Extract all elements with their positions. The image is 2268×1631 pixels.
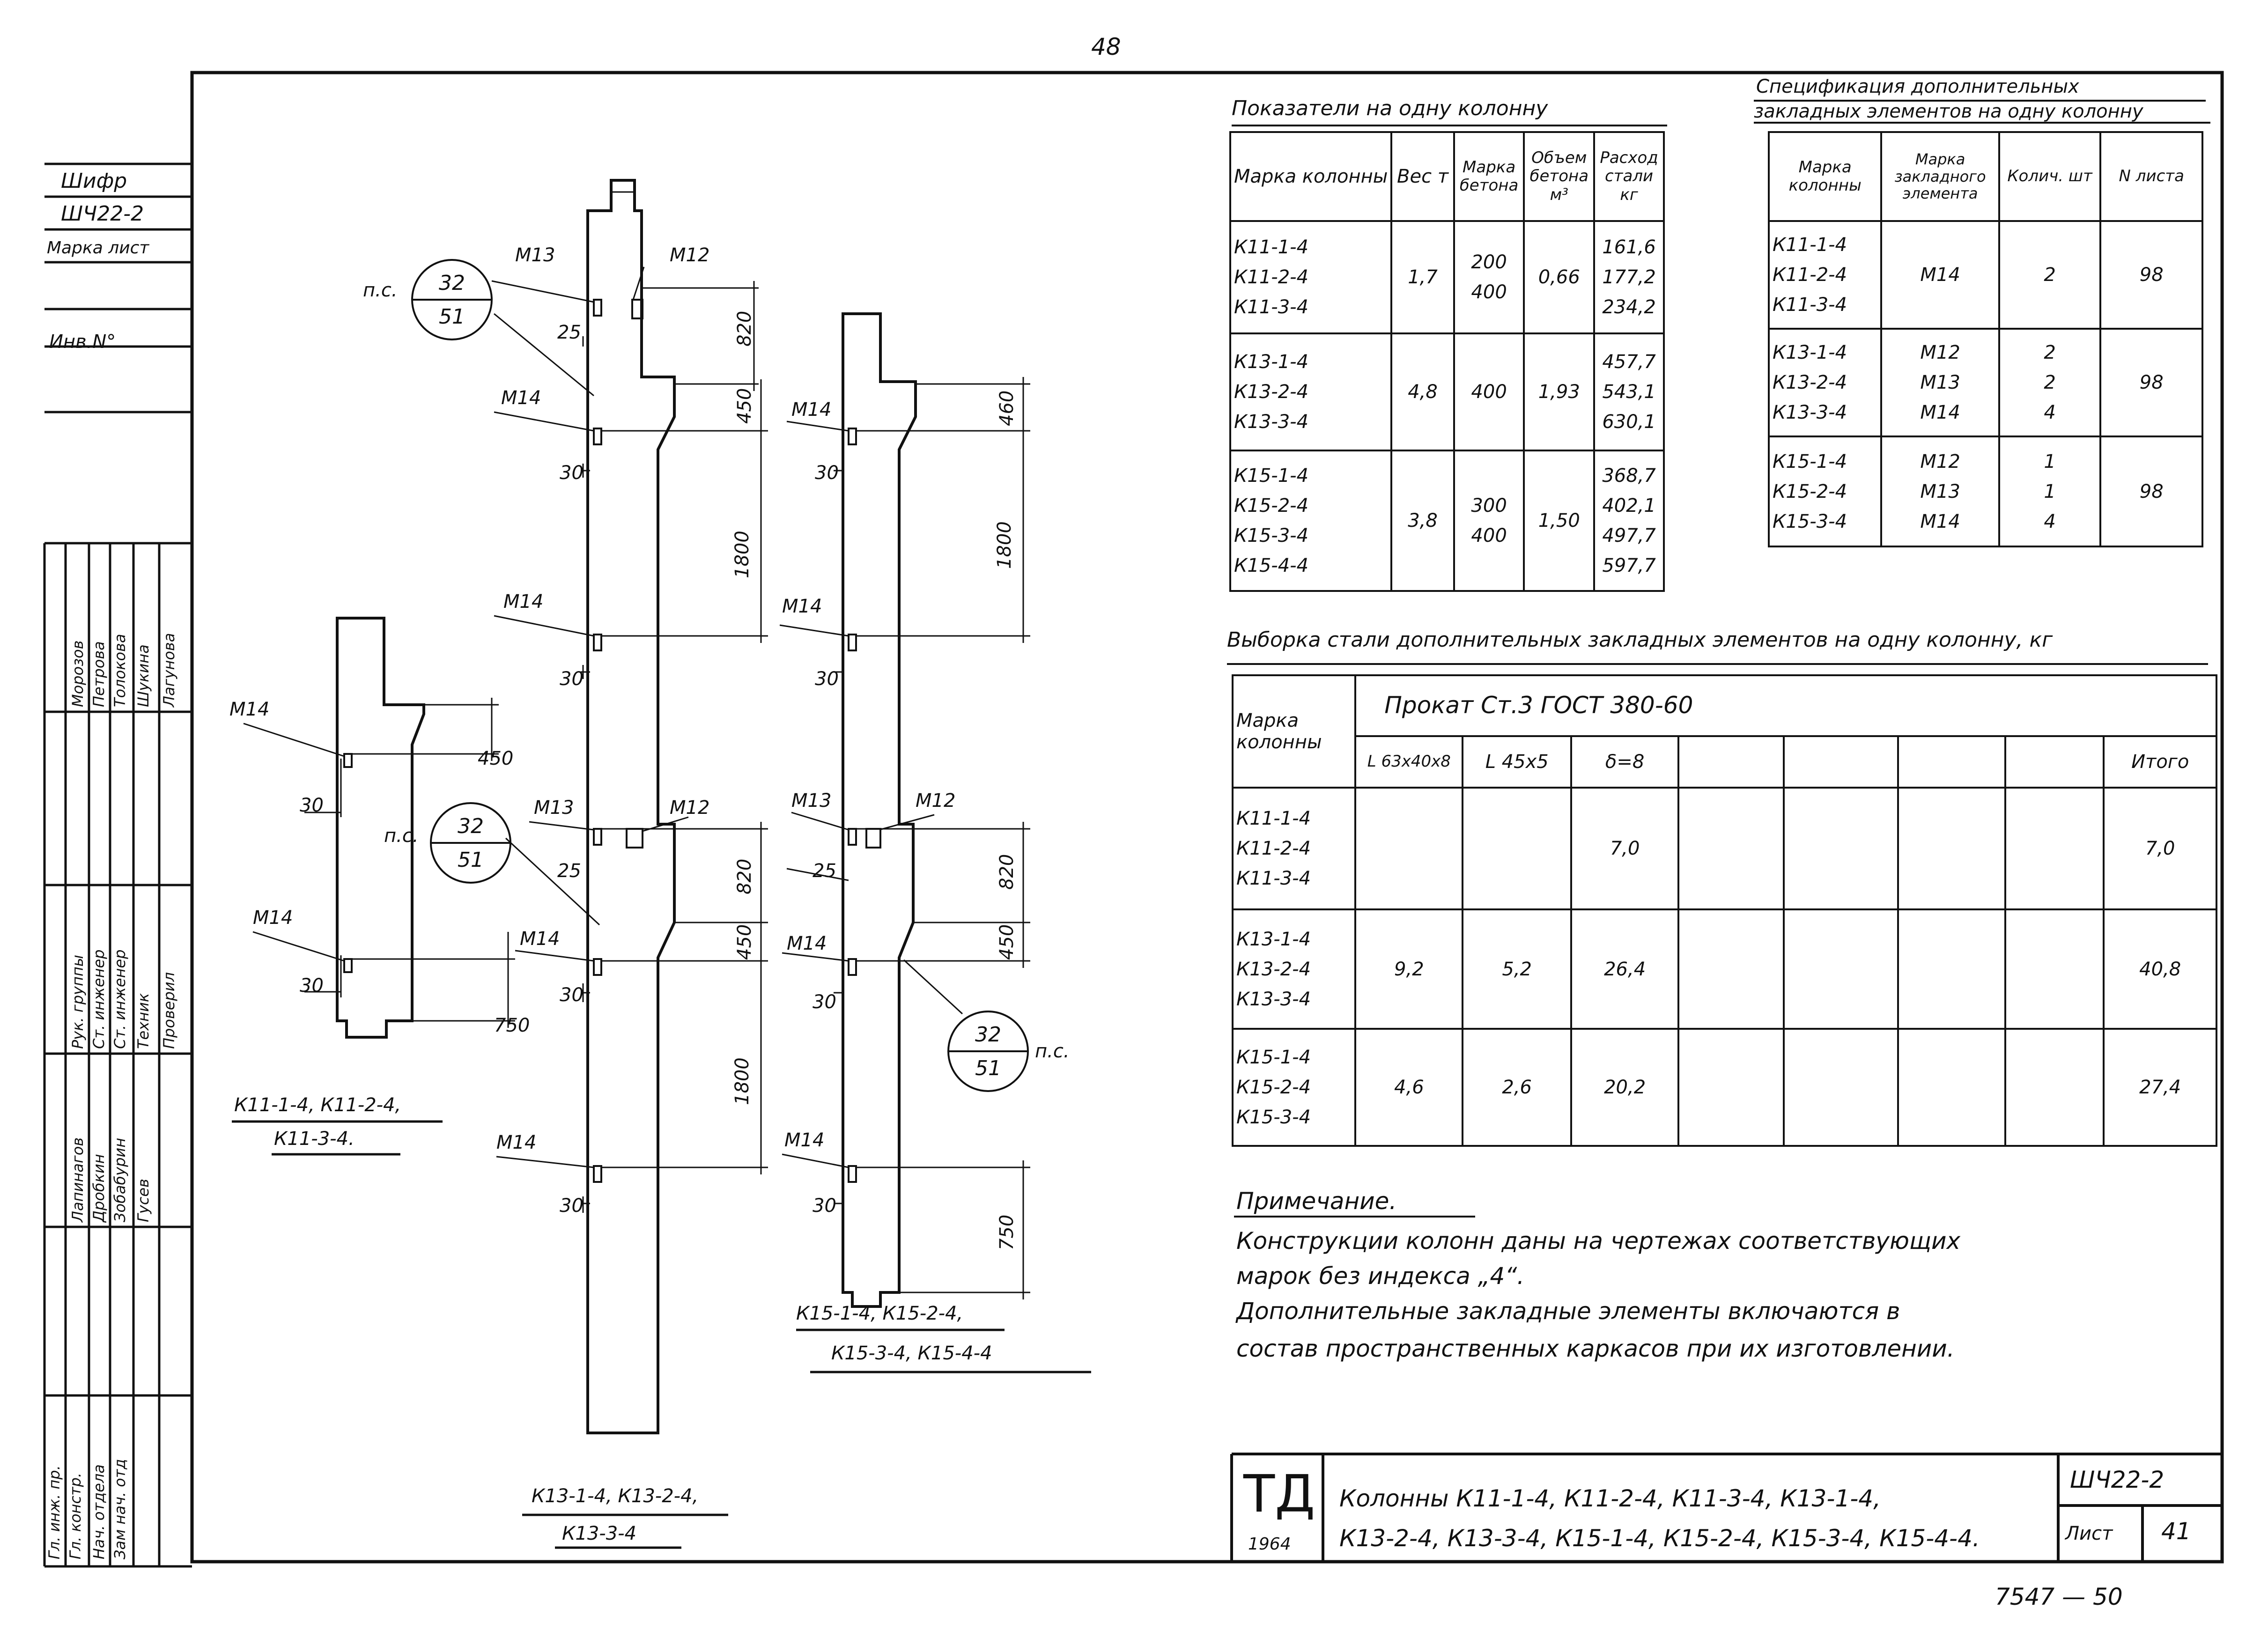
footer-number: 7547 — 50 — [1995, 1583, 2123, 1610]
mark-k13-2: К13-2-4 — [1236, 958, 1311, 980]
mark-sheet-label: Марка лист — [47, 238, 149, 258]
label-m14: М14 — [496, 1132, 537, 1153]
element-cell: М14 — [1881, 221, 1999, 329]
volume-cell: 1,93 — [1524, 333, 1594, 450]
value-cell — [1355, 788, 1463, 909]
staff-name-left-1: Дробкин — [90, 1154, 108, 1222]
mark-k13-3: К13-3-4 — [1236, 988, 1311, 1010]
weight-cell: 4,8 — [1391, 333, 1454, 450]
value-cell: 5,2 — [1463, 909, 1571, 1029]
steel-value: 630,1 — [1602, 411, 1656, 433]
mark-k15-1: К15-1-4 — [1773, 450, 1847, 472]
col-header-concrete: Марка бетона — [1454, 132, 1524, 221]
empty-cell — [2005, 1029, 2104, 1146]
col-header-sub-7 — [2005, 736, 2104, 788]
count-cell — [1999, 329, 2101, 436]
steel-value: 457,7 — [1602, 351, 1656, 373]
label-m14: М14 — [229, 699, 270, 720]
weight-cell: 3,8 — [1391, 450, 1454, 591]
mark-k11-2: К11-2-4 — [1773, 264, 1847, 286]
steel-value: 543,1 — [1602, 381, 1656, 403]
dim-450: 450 — [996, 924, 1018, 960]
label-m14: М14 — [784, 1129, 825, 1151]
spec-table — [1768, 131, 2203, 547]
label-m13: М13 — [515, 244, 555, 266]
col-header-total: Итого — [2104, 736, 2216, 788]
steel-title: Выборка стали дополнительных закладных элементов на одну колонну, кг — [1227, 628, 2053, 652]
col-header-element: Марка закладного элемента — [1881, 132, 1999, 221]
section-circle-bottom: 51 — [439, 305, 465, 329]
count-value: 4 — [2044, 510, 2056, 532]
element-value: М13 — [1920, 372, 1960, 393]
element-value: М14 — [1920, 510, 1960, 532]
label-m14: М14 — [501, 387, 541, 409]
value-cell — [1463, 788, 1571, 909]
mark-k11-1: К11-1-4 — [1234, 236, 1309, 258]
mark-k13-1: К13-1-4 — [1236, 928, 1311, 950]
empty-cell — [1898, 788, 2005, 909]
label-d25: 25 — [557, 322, 581, 343]
label-m14: М14 — [253, 907, 293, 929]
sheet-label: Лист — [2065, 1523, 2113, 1544]
marks-cell — [1233, 1029, 1355, 1146]
empty-cell — [2005, 909, 2104, 1029]
marks-cell — [1230, 450, 1391, 591]
cipher-label: Шифр — [61, 169, 127, 193]
k13-caption-line2: К13-3-4 — [562, 1523, 637, 1544]
concrete-value: 400 — [1471, 281, 1507, 303]
empty-cell — [1898, 909, 2005, 1029]
label-d30: 30 — [815, 668, 839, 690]
k15-caption-line1: К15-1-4, К15-2-4, — [796, 1303, 963, 1324]
element-value: М12 — [1920, 342, 1960, 363]
note-line: Конструкции колонн даны на чертежах соответствующих — [1236, 1227, 1961, 1255]
marks-cell — [1769, 329, 1881, 436]
staff-position-0: Гл. инж. пр. — [45, 1465, 63, 1559]
col-header-steel: Расход стали кг — [1594, 132, 1664, 221]
page-number: 48 — [1091, 33, 1121, 60]
element-value: М13 — [1920, 480, 1960, 502]
count-cell — [1999, 436, 2101, 546]
concrete-cell — [1454, 221, 1524, 333]
value-cell: 7,0 — [1571, 788, 1678, 909]
label-d30: 30 — [560, 668, 584, 690]
label-m14: М14 — [782, 596, 822, 617]
count-value: 2 — [2044, 342, 2056, 363]
col-header-sub-2: L 45x5 — [1463, 736, 1571, 788]
section-circle-bottom: 51 — [975, 1056, 1001, 1080]
label-d30: 30 — [560, 1195, 584, 1217]
mark-k11-3: К11-3-4 — [1773, 294, 1847, 316]
element-value: М14 — [1920, 402, 1960, 423]
mark-k13-2: К13-2-4 — [1773, 372, 1847, 393]
steel-cell — [1594, 450, 1664, 591]
staff-name-right-4: Лагунова — [160, 633, 178, 707]
col-header-volume: Объем бетона м³ — [1524, 132, 1594, 221]
k15-caption-line2: К15-3-4, К15-4-4 — [831, 1343, 992, 1364]
cipher-value: ШЧ22-2 — [61, 202, 144, 226]
steel-table — [1232, 674, 2217, 1147]
label-m14: М14 — [787, 933, 827, 954]
col-header-sub-3: δ=8 — [1571, 736, 1678, 788]
col-header-sub-6 — [1898, 736, 2005, 788]
title-code: ШЧ22-2 — [2070, 1466, 2165, 1493]
staff-name-right-3: Шукина — [134, 644, 152, 707]
marks-cell — [1230, 221, 1391, 333]
staff-position-1: Гл. констр. — [66, 1472, 84, 1559]
weight-cell: 1,7 — [1391, 221, 1454, 333]
marks-cell — [1233, 909, 1355, 1029]
empty-cell — [1898, 1029, 2005, 1146]
steel-value: 177,2 — [1602, 266, 1656, 288]
staff-position-2: Нач. отдела — [90, 1464, 108, 1559]
dim-820: 820 — [996, 854, 1018, 890]
mark-k11-2: К11-2-4 — [1236, 838, 1311, 859]
mark-k15-1: К15-1-4 — [1234, 465, 1309, 487]
td-logo: ТД — [1243, 1464, 1315, 1524]
k13-caption-line1: К13-1-4, К13-2-4, — [532, 1485, 699, 1507]
mark-k11-3: К11-3-4 — [1234, 296, 1309, 318]
concrete-cell: 400 — [1454, 333, 1524, 450]
col-header-count: Колич. шт — [1999, 132, 2101, 221]
staff-name-right-0: Морозов — [69, 640, 87, 707]
marks-cell — [1769, 436, 1881, 546]
staff-name-left-2: Зобабурин — [111, 1137, 129, 1222]
value-cell: 9,2 — [1355, 909, 1463, 1029]
concrete-value: 400 — [1471, 525, 1507, 546]
mark-k15-3: К15-3-4 — [1234, 525, 1309, 546]
note-title: Примечание. — [1236, 1188, 1397, 1215]
mark-k15-3: К15-3-4 — [1773, 510, 1847, 532]
volume-cell: 1,50 — [1524, 450, 1594, 591]
staff-position-4: Рук. группы — [69, 954, 87, 1049]
mark-k13-3: К13-3-4 — [1773, 402, 1847, 423]
label-d30: 30 — [815, 462, 839, 484]
mark-k15-2: К15-2-4 — [1236, 1077, 1311, 1098]
count-value: 1 — [2044, 480, 2056, 502]
total-cell: 27,4 — [2104, 1029, 2216, 1146]
sheet-cell: 98 — [2100, 436, 2202, 546]
mark-k11-1: К11-1-4 — [1236, 808, 1311, 829]
col-header-sub-5 — [1784, 736, 1898, 788]
dim-450: 450 — [478, 748, 514, 769]
staff-position-7: Техник — [134, 993, 152, 1049]
label-ps: п.с. — [384, 825, 419, 847]
sheet-cell: 98 — [2100, 221, 2202, 329]
element-cell — [1881, 329, 1999, 436]
title-description-line1: Колонны К11-1-4, К11-2-4, К11-3-4, К13-1-4, — [1339, 1485, 1881, 1512]
mark-k15-4: К15-4-4 — [1234, 555, 1309, 576]
label-m13: М13 — [791, 790, 832, 812]
col-header-product: Прокат Ст.3 ГОСТ 380-60 — [1355, 675, 2216, 736]
mark-k13-1: К13-1-4 — [1234, 351, 1309, 373]
mark-k15-3: К15-3-4 — [1236, 1107, 1311, 1128]
concrete-value: 200 — [1471, 251, 1507, 273]
label-d30: 30 — [560, 984, 584, 1006]
label-d25: 25 — [813, 860, 836, 882]
marks-cell — [1230, 333, 1391, 450]
spec-title-line2: закладных элементов на одну колонну — [1754, 101, 2143, 122]
dim-750: 750 — [494, 1015, 530, 1036]
dim-1800: 1800 — [731, 531, 753, 578]
col-header-sub-1: L 63x40x8 — [1355, 736, 1463, 788]
indicators-table — [1229, 131, 1665, 592]
label-m14: М14 — [520, 928, 560, 950]
staff-position-3: Зам нач. отд — [111, 1459, 129, 1559]
count-cell: 2 — [1999, 221, 2101, 329]
dim-1800: 1800 — [731, 1057, 753, 1105]
label-ps: п.с. — [363, 280, 398, 301]
label-d30: 30 — [560, 462, 584, 484]
dim-820: 820 — [734, 858, 755, 894]
marks-cell — [1233, 788, 1355, 909]
label-m13: М13 — [534, 797, 574, 819]
mark-k11-3: К11-3-4 — [1236, 868, 1311, 889]
empty-cell — [1784, 1029, 1898, 1146]
mark-k13-3: К13-3-4 — [1234, 411, 1309, 433]
empty-cell — [1678, 1029, 1784, 1146]
k11-caption-line2: К11-3-4. — [274, 1128, 355, 1150]
concrete-value: 300 — [1471, 495, 1507, 517]
label-ps: п.с. — [1035, 1041, 1070, 1062]
label-d30: 30 — [300, 795, 324, 816]
steel-value: 497,7 — [1602, 525, 1656, 546]
label-d30: 30 — [813, 1195, 836, 1217]
dim-450: 450 — [734, 388, 755, 424]
label-d30: 30 — [813, 991, 836, 1013]
steel-value: 234,2 — [1602, 296, 1656, 318]
count-value: 1 — [2044, 450, 2056, 472]
label-m12: М12 — [670, 244, 710, 266]
staff-position-8: Проверил — [160, 972, 178, 1049]
inv-label: Инв.N° — [49, 331, 116, 353]
label-m14: М14 — [791, 399, 832, 421]
staff-name-left-0: Лапинагов — [69, 1137, 87, 1222]
sheet-cell: 98 — [2100, 329, 2202, 436]
label-d25: 25 — [557, 860, 581, 882]
mark-k15-2: К15-2-4 — [1234, 495, 1309, 517]
col-header-mark: Марка колонны — [1769, 132, 1881, 221]
label-m14: М14 — [503, 591, 544, 613]
marks-cell — [1769, 221, 1881, 329]
section-circle-top: 32 — [458, 814, 484, 838]
concrete-cell — [1454, 450, 1524, 591]
steel-value: 402,1 — [1602, 495, 1656, 517]
element-cell — [1881, 436, 1999, 546]
mark-k13-2: К13-2-4 — [1234, 381, 1309, 403]
dim-450: 450 — [734, 924, 755, 960]
dim-750: 750 — [996, 1214, 1018, 1250]
steel-cell — [1594, 333, 1664, 450]
value-cell: 20,2 — [1571, 1029, 1678, 1146]
note-line: марок без индекса „4“. — [1236, 1262, 1525, 1290]
dim-460: 460 — [996, 390, 1018, 426]
count-value: 2 — [2044, 372, 2056, 393]
staff-name-left-3: Гусев — [134, 1179, 152, 1222]
steel-value: 161,6 — [1602, 236, 1656, 258]
col-header-sub-4 — [1678, 736, 1784, 788]
total-cell: 40,8 — [2104, 909, 2216, 1029]
indicators-title: Показатели на одну колонну — [1232, 96, 1548, 120]
mark-k15-1: К15-1-4 — [1236, 1047, 1311, 1068]
mark-k11-1: К11-1-4 — [1773, 234, 1847, 256]
title-year: 1964 — [1248, 1535, 1291, 1554]
dim-820: 820 — [734, 310, 755, 347]
label-m12: М12 — [670, 797, 710, 819]
k11-caption-line1: К11-1-4, К11-2-4, — [234, 1094, 401, 1116]
empty-cell — [1678, 788, 1784, 909]
value-cell: 2,6 — [1463, 1029, 1571, 1146]
label-m12: М12 — [916, 790, 956, 812]
col-header-sheet: N листа — [2100, 132, 2202, 221]
empty-cell — [1678, 909, 1784, 1029]
label-d30: 30 — [300, 975, 324, 996]
staff-name-right-2: Толокова — [111, 634, 129, 707]
steel-cell — [1594, 221, 1664, 333]
spec-title-line1: Спецификация дополнительных — [1756, 76, 2079, 97]
steel-value: 368,7 — [1602, 465, 1656, 487]
section-circle-bottom: 51 — [458, 848, 484, 872]
volume-cell: 0,66 — [1524, 221, 1594, 333]
value-cell: 26,4 — [1571, 909, 1678, 1029]
empty-cell — [1784, 788, 1898, 909]
section-circle-top: 32 — [975, 1023, 1001, 1047]
empty-cell — [2005, 788, 2104, 909]
steel-value: 597,7 — [1602, 555, 1656, 576]
total-cell: 7,0 — [2104, 788, 2216, 909]
mark-k15-2: К15-2-4 — [1773, 480, 1847, 502]
staff-position-6: Ст. инженер — [111, 949, 129, 1049]
col-header-mark: Марка колонны — [1230, 132, 1391, 221]
note-line: состав пространственных каркасов при их изготовлении. — [1236, 1335, 1955, 1362]
value-cell: 4,6 — [1355, 1029, 1463, 1146]
sheet-number: 41 — [2161, 1518, 2191, 1545]
mark-k13-1: К13-1-4 — [1773, 342, 1847, 363]
mark-k11-2: К11-2-4 — [1234, 266, 1309, 288]
staff-name-right-1: Петрова — [90, 641, 108, 707]
count-value: 4 — [2044, 402, 2056, 423]
empty-cell — [1784, 909, 1898, 1029]
title-description-line2: К13-2-4, К13-3-4, К15-1-4, К15-2-4, К15-3-4, К15-4-4. — [1339, 1525, 1980, 1552]
staff-position-5: Ст. инженер — [90, 949, 108, 1049]
col-header-weight: Вес т — [1391, 132, 1454, 221]
col-header-mark: Марка колонны — [1233, 675, 1355, 788]
section-circle-top: 32 — [439, 271, 465, 295]
note-line: Дополнительные закладные элементы включаются в — [1236, 1298, 1900, 1325]
element-value: М12 — [1920, 450, 1960, 472]
dim-1800: 1800 — [994, 521, 1015, 569]
